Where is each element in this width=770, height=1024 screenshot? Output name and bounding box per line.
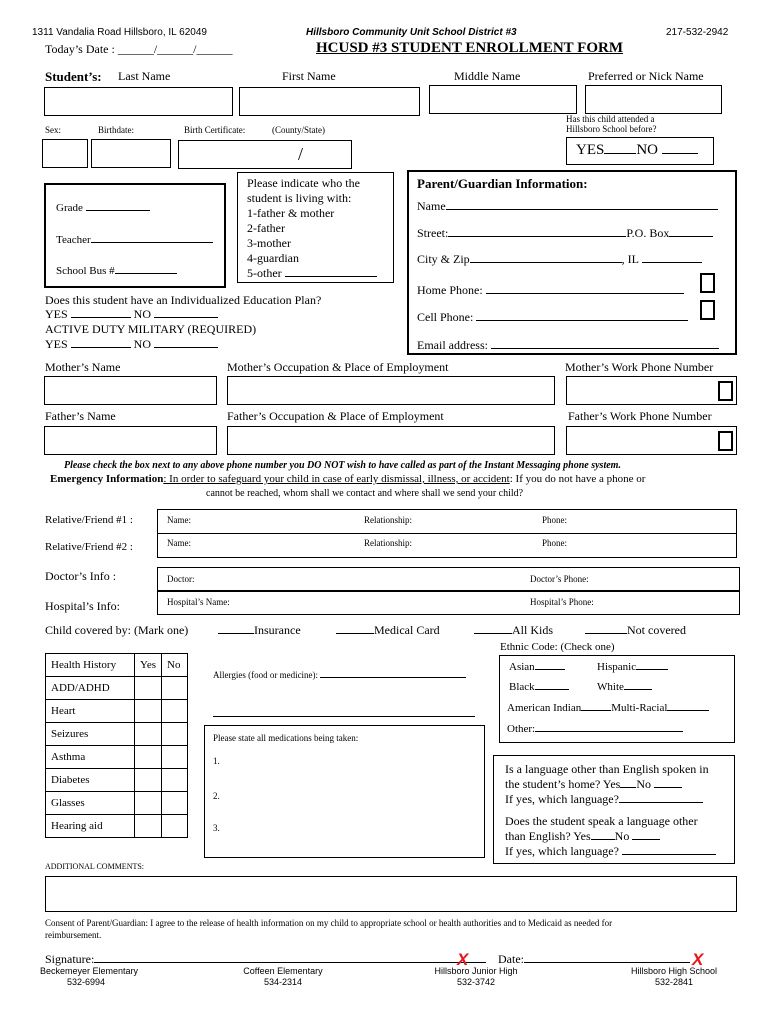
not-covered-option[interactable]: Not covered bbox=[585, 623, 686, 638]
allergies-line2[interactable] bbox=[213, 705, 475, 717]
relative2-phone: Phone: bbox=[542, 538, 568, 548]
students-label: Student’s: bbox=[45, 69, 102, 84]
birth-cert-field[interactable] bbox=[178, 140, 352, 169]
relative2-field[interactable] bbox=[157, 533, 737, 558]
relative2-relationship: Relationship: bbox=[364, 538, 412, 548]
iep-question: Does this student have an Individualized Education Plan? bbox=[45, 293, 322, 307]
birthdate-label: Birthdate: bbox=[98, 125, 134, 135]
doctor-info-label: Doctor’s Info : bbox=[45, 569, 117, 583]
signature-x-mark: X bbox=[457, 950, 469, 969]
med-3: 3. bbox=[213, 823, 220, 833]
med-2: 2. bbox=[213, 791, 220, 801]
date-x-mark: X bbox=[692, 950, 704, 969]
street-field[interactable]: Street: P.O. Box bbox=[417, 226, 713, 241]
emergency-info-line2: cannot be reached, whom shall we contact and where shall we send your child? bbox=[206, 488, 524, 499]
asian-option[interactable]: Asian bbox=[509, 661, 565, 673]
allergies-field[interactable]: Allergies (food or medicine): bbox=[213, 670, 466, 680]
hospital-field[interactable] bbox=[157, 591, 740, 615]
father-name-field[interactable] bbox=[44, 426, 217, 455]
relative1-label: Relative/Friend #1 : bbox=[45, 514, 133, 526]
mother-phone-checkbox[interactable] bbox=[718, 381, 733, 401]
date-blank[interactable]: ______/______/______ bbox=[117, 42, 233, 56]
consent-line2: reimbursement. bbox=[45, 930, 102, 940]
sex-field[interactable] bbox=[42, 139, 88, 168]
med-1: 1. bbox=[213, 756, 220, 766]
table-row: Heart bbox=[46, 700, 135, 723]
home-phone-checkbox[interactable] bbox=[700, 273, 715, 293]
language-question-1[interactable]: Is a language other than English spoken in the student’s home? Yes No If yes, which language? bbox=[505, 762, 709, 806]
doctor-phone-label: Doctor’s Phone: bbox=[530, 574, 589, 584]
district-phone: 217-532-2942 bbox=[666, 27, 729, 38]
relative2-label: Relative/Friend #2 : bbox=[45, 541, 133, 553]
signature-field[interactable]: Signature: bbox=[45, 952, 486, 967]
cell-phone-field[interactable]: Cell Phone: bbox=[417, 310, 688, 325]
first-name-field[interactable] bbox=[239, 87, 420, 116]
mother-name-field[interactable] bbox=[44, 376, 217, 405]
father-occ-field[interactable] bbox=[227, 426, 555, 455]
guardian-title: Parent/Guardian Information: bbox=[417, 176, 588, 191]
doctor-label: Doctor: bbox=[167, 574, 195, 584]
black-option[interactable]: Black bbox=[509, 681, 569, 693]
table-row: ADD/ADHD bbox=[46, 677, 135, 700]
health-history-table bbox=[45, 653, 188, 838]
county-state-slash: / bbox=[298, 144, 304, 164]
todays-date-label: Today’s Date : ______/______/______ bbox=[45, 42, 233, 56]
other-ethnic-field[interactable]: Other: bbox=[507, 723, 683, 735]
relative2-name: Name: bbox=[167, 538, 191, 548]
consent-line1: Consent of Parent/Guardian: I agree to the release of health information on my child to appropriate school or health authorities and to Medicaid as needed for bbox=[45, 918, 613, 928]
yes-header: Yes bbox=[134, 654, 161, 677]
other-field[interactable] bbox=[285, 276, 377, 277]
health-header: Health History bbox=[46, 654, 135, 677]
living-with-list: Please indicate who the student is living with: 1-father & mother 2-father 3-mother 4-guardian 5-other bbox=[247, 176, 377, 281]
first-name-label: First Name bbox=[282, 69, 336, 83]
hospital-name-label: Hospital’s Name: bbox=[167, 597, 230, 607]
school-address: 1311 Vandalia Road Hillsboro, IL 62049 bbox=[32, 27, 207, 38]
father-phone-checkbox[interactable] bbox=[718, 431, 733, 451]
preferred-name-label: Preferred or Nick Name bbox=[588, 69, 704, 83]
military-label: ACTIVE DUTY MILITARY (REQUIRED) bbox=[45, 322, 257, 336]
father-occ-label: Father’s Occupation & Place of Employment bbox=[227, 409, 444, 423]
table-row: Hearing aid bbox=[46, 815, 135, 838]
mother-occ-label: Mother’s Occupation & Place of Employment bbox=[227, 360, 449, 374]
military-yes-no[interactable]: YES NO bbox=[45, 337, 218, 352]
teacher-field[interactable]: Teacher bbox=[56, 234, 213, 246]
relative1-field[interactable] bbox=[157, 509, 737, 534]
attended-yes-no[interactable]: YES NO bbox=[576, 142, 698, 159]
father-phone-field[interactable] bbox=[566, 426, 737, 455]
sex-label: Sex: bbox=[45, 125, 62, 135]
mother-occ-field[interactable] bbox=[227, 376, 555, 405]
insurance-option[interactable]: Insurance bbox=[218, 623, 301, 638]
county-state-label: (County/State) bbox=[272, 125, 325, 135]
mother-phone-label: Mother’s Work Phone Number bbox=[565, 360, 714, 374]
form-title: HCUSD #3 STUDENT ENROLLMENT FORM bbox=[316, 40, 623, 56]
father-phone-label: Father’s Work Phone Number bbox=[568, 409, 712, 423]
father-name-label: Father’s Name bbox=[45, 409, 116, 423]
middle-name-field[interactable] bbox=[429, 85, 577, 114]
mother-phone-field[interactable] bbox=[566, 376, 737, 405]
emergency-info: Emergency Information: In order to safeguard your child in case of early dismissal, illness, or accident: If you do not have a phone or bbox=[50, 473, 646, 485]
footer-school-3: Hillsboro Junior High 532-3742 bbox=[434, 966, 518, 987]
footer-school-2: Coffeen Elementary 534-2314 bbox=[243, 966, 323, 987]
table-row: Seizures bbox=[46, 723, 135, 746]
table-row: Glasses bbox=[46, 792, 135, 815]
medical-card-option[interactable]: Medical Card bbox=[336, 623, 440, 638]
all-kids-option[interactable]: All Kids bbox=[474, 623, 553, 638]
birthdate-field[interactable] bbox=[91, 139, 171, 168]
birth-cert-label: Birth Certificate: bbox=[184, 125, 246, 135]
guardian-name-field[interactable]: Name bbox=[417, 199, 718, 214]
ethnic-label: Ethnic Code: (Check one) bbox=[500, 641, 615, 653]
language-question-2[interactable]: Does the student speak a language other than English? Yes No If yes, which language? bbox=[505, 814, 716, 859]
middle-name-label: Middle Name bbox=[454, 69, 521, 83]
table-row: Diabetes bbox=[46, 769, 135, 792]
comments-field[interactable] bbox=[45, 876, 737, 912]
im-notice: Please check the box next to any above phone number you DO NOT wish to have called as part of the Instant Messaging phone system. bbox=[64, 460, 621, 471]
last-name-field[interactable] bbox=[44, 87, 233, 116]
grade-field[interactable]: Grade bbox=[56, 202, 150, 214]
hispanic-option[interactable]: Hispanic bbox=[597, 661, 668, 673]
district-name: Hillsboro Community Unit School District #3 bbox=[306, 27, 517, 38]
footer-school-4: Hillsboro High School 532-2841 bbox=[630, 966, 718, 987]
attended-question: Has this child attended a Hillsboro School before? bbox=[566, 114, 657, 134]
coverage-label: Child covered by: (Mark one) bbox=[45, 623, 189, 637]
relative1-phone: Phone: bbox=[542, 515, 568, 525]
city-zip-field[interactable]: City & Zip , IL bbox=[417, 252, 702, 267]
table-row: Asthma bbox=[46, 746, 135, 769]
hospital-info-label: Hospital’s Info: bbox=[45, 599, 120, 613]
last-name-label: Last Name bbox=[118, 69, 171, 83]
doctor-field[interactable] bbox=[157, 567, 740, 591]
american-indian-option[interactable]: American Indian Multi-Racial bbox=[507, 702, 709, 714]
hospital-phone-label: Hospital’s Phone: bbox=[530, 597, 594, 607]
medications-box[interactable] bbox=[204, 725, 485, 858]
email-field[interactable]: Email address: bbox=[417, 338, 719, 353]
date-field[interactable]: Date: bbox=[498, 952, 690, 967]
footer-school-1: Beckemeyer Elementary 532-6994 bbox=[40, 966, 139, 987]
preferred-name-field[interactable] bbox=[585, 85, 722, 114]
relative1-relationship: Relationship: bbox=[364, 515, 412, 525]
iep-yes-no[interactable]: YES NO bbox=[45, 307, 218, 322]
relative1-name: Name: bbox=[167, 515, 191, 525]
bus-field[interactable]: School Bus # bbox=[56, 265, 177, 277]
comments-label: ADDITIONAL COMMENTS: bbox=[45, 862, 145, 871]
white-option[interactable]: White bbox=[597, 681, 652, 693]
home-phone-field[interactable]: Home Phone: bbox=[417, 283, 684, 298]
no-header: No bbox=[162, 654, 188, 677]
medications-label: Please state all medications being taken: bbox=[213, 733, 359, 743]
cell-phone-checkbox[interactable] bbox=[700, 300, 715, 320]
mother-name-label: Mother’s Name bbox=[45, 360, 121, 374]
